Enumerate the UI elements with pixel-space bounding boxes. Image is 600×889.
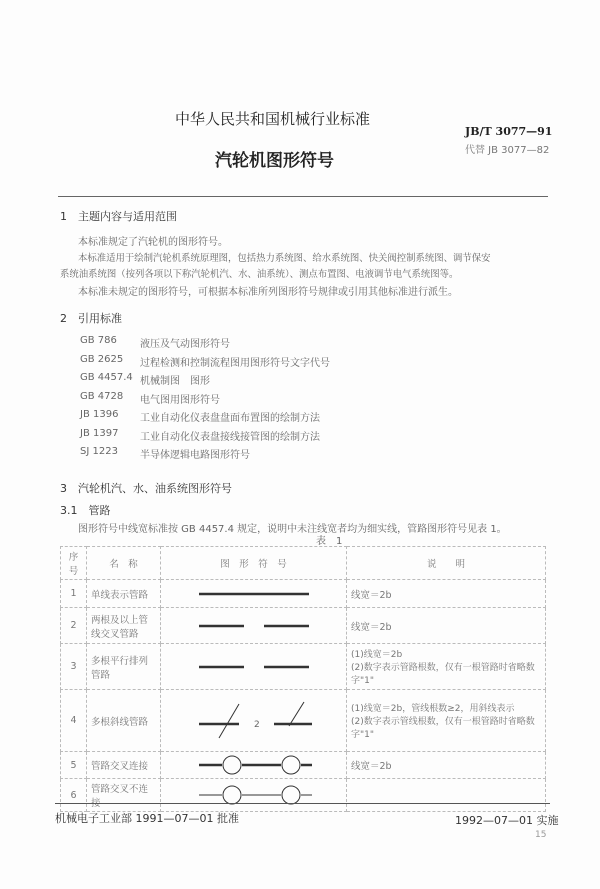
table-row — [61, 779, 546, 812]
reference-code: GB 2625 — [80, 353, 124, 365]
row-number: 3 — [61, 644, 87, 690]
page-number: 15 — [535, 830, 547, 840]
reference-code: JB 1396 — [80, 409, 119, 420]
row-note: 线宽＝2b — [347, 608, 546, 644]
reference-title: 电气图用图形符号 — [140, 394, 220, 406]
row-note — [347, 779, 546, 812]
section-3-1-para: 图形符号中线宽标准按 GB 4457.4 规定，说明中未注线宽者均为细实线，管路图形符号见表 1。 — [78, 524, 507, 535]
row-name: 单线表示管路 — [87, 580, 161, 608]
header-cell: 名 称 — [87, 547, 161, 580]
section-3-heading: 3 汽轮机汽、水、油系统图形符号 — [60, 482, 232, 495]
header-cell: 图 形 符 号 — [161, 547, 347, 580]
table-caption: 表 1 — [316, 536, 343, 547]
standard-number: JB/T 3077—91 — [465, 125, 553, 138]
pipe-symbol — [161, 752, 347, 779]
row-name: 多根斜线管路 — [87, 690, 161, 752]
section-2-heading: 2 引用标准 — [60, 312, 122, 325]
footer-rule — [55, 803, 550, 804]
row-note: (1)线宽＝2b (2)数字表示管路根数，仅有一根管路时省略数字"1" — [347, 644, 546, 690]
pipe-symbol — [161, 608, 347, 644]
table-row — [61, 644, 546, 690]
header-cell: 说 明 — [347, 547, 546, 580]
row-number: 6 — [61, 779, 87, 812]
header-cell: 序号 — [61, 547, 87, 580]
table-row — [61, 752, 546, 779]
pipe-symbol — [161, 580, 347, 608]
row-note: 线宽＝2b — [347, 580, 546, 608]
row-note: (1)线宽＝2b，管线根数≥2，用斜线表示 (2)数字表示管线根数，仅有一根管路时省略数字"1" — [347, 690, 546, 752]
pipe-count: 2 — [253, 719, 260, 730]
document-title: 汽轮机图形符号 — [215, 151, 334, 171]
reference-title: 机械制图 图形 — [140, 376, 210, 387]
header-rule — [58, 196, 548, 197]
issuer-title: 中华人民共和国机械行业标准 — [175, 110, 371, 128]
row-name: 管路交叉不连接 — [87, 779, 161, 812]
pipe-symbol — [161, 690, 347, 752]
pipe-symbol — [161, 779, 347, 812]
approval-date: 机械电子工业部 1991—07—01 批准 — [55, 812, 239, 825]
reference-code: GB 786 — [80, 335, 117, 346]
reference-code: JB 1397 — [80, 427, 119, 439]
section-1-para: 本标准规定了汽轮机的图形符号。 — [78, 237, 228, 248]
row-number: 2 — [61, 608, 87, 644]
row-number: 1 — [61, 580, 87, 608]
reference-title: 半导体逻辑电路图形符号 — [140, 450, 250, 461]
reference-code: GB 4457.4 — [80, 372, 133, 383]
row-number: 4 — [61, 690, 87, 752]
reference-title: 工业自动化仪表盘盘面布置图的绘制方法 — [140, 413, 320, 424]
table-row — [61, 690, 546, 752]
reference-code: GB 4728 — [80, 390, 124, 402]
section-1-para: 本标准适用于绘制汽轮机系统原理图，包括热力系统图、给水系统图、快关阀控制系统图、调节保安 — [78, 253, 491, 264]
row-name: 管路交叉连接 — [87, 752, 161, 779]
row-name: 两根及以上管线交叉管路 — [87, 608, 161, 644]
row-name: 多根平行排列管路 — [87, 644, 161, 690]
table-row — [61, 580, 546, 608]
symbol-table — [60, 546, 546, 812]
reference-title: 液压及气动图形符号 — [140, 339, 230, 350]
replaces-standard: 代替 JB 3077—82 — [465, 145, 550, 156]
pipe-symbol — [161, 644, 347, 690]
reference-title: 工业自动化仪表盘接线接管图的绘制方法 — [140, 431, 320, 443]
row-number: 5 — [61, 752, 87, 779]
table-header-row — [61, 547, 546, 580]
section-3-1-heading: 3.1 管路 — [60, 504, 111, 517]
reference-title: 过程检测和控制流程图用图形符号文字代号 — [140, 357, 330, 369]
section-1-heading: 1 主题内容与适用范围 — [60, 210, 177, 223]
effective-date: 1992—07—01 实施 — [455, 814, 559, 827]
section-1-para: 本标准未规定的图形符号，可根据本标准所列图形符号规律或引用其他标准进行派生。 — [78, 287, 458, 298]
section-1-para: 系统油系统图（按列各项以下称汽轮机汽、水、油系统）、测点布置图、电液调节电气系统图等。 — [60, 269, 459, 280]
table-row — [61, 608, 546, 644]
reference-code: SJ 1223 — [80, 446, 118, 457]
row-note: 线宽＝2b — [347, 752, 546, 779]
